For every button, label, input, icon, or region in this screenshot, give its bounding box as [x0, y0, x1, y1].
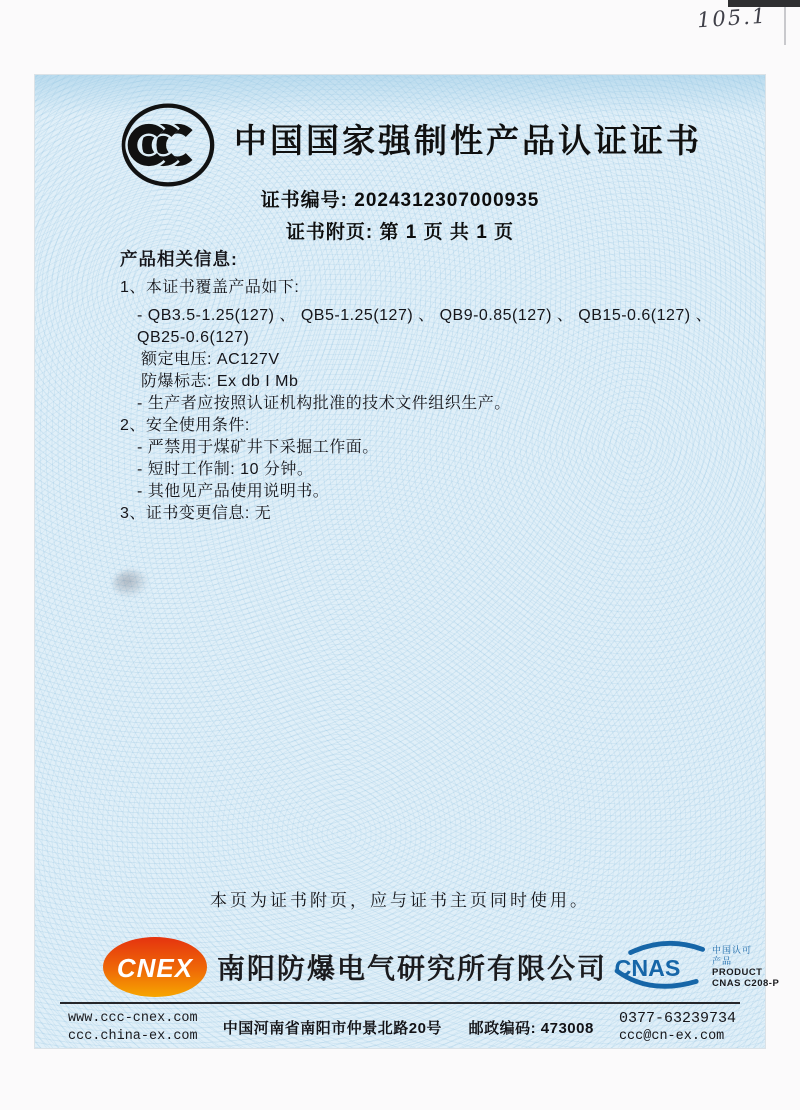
contact-phone-email: [619, 1009, 740, 1046]
product-info-line: QB25-0.6(127): [137, 329, 250, 346]
product-info-line: - 其他见产品使用说明书。: [137, 483, 330, 500]
certificate-paper: [35, 75, 780, 1048]
cnas-tag: CNAS C208-P: [712, 978, 780, 989]
cnas-logo-icon: [613, 939, 709, 995]
product-info-line: 2、安全使用条件:: [120, 417, 250, 434]
product-info-line: 3、证书变更信息: 无: [120, 505, 272, 522]
contact-websites: [60, 1010, 198, 1046]
organization-row: [35, 931, 780, 1003]
address-text: 中国河南省南阳市仲景北路20号: [222, 1020, 442, 1037]
footer-divider: [60, 1002, 740, 1004]
product-info-line: - 短时工作制: 10 分钟。: [137, 461, 314, 478]
product-info-line: - 严禁用于煤矿井下采掘工作面。: [137, 439, 379, 456]
cnas-tag: PRODUCT: [712, 967, 763, 978]
scan-edge-line: [784, 7, 786, 45]
attachment-footnote: 本页为证书附页，应与证书主页同时使用。: [210, 891, 590, 910]
product-info-line: 额定电压: AC127V: [141, 351, 280, 368]
product-info-heading: 产品相关信息:: [120, 249, 238, 269]
contact-row: [60, 1009, 740, 1046]
certificate-number-label: 证书编号:: [260, 190, 348, 211]
product-info-line: - QB3.5-1.25(127) 、 QB5-1.25(127) 、 QB9-0.85(127) 、 QB15-0.6(127) 、: [137, 307, 713, 324]
product-info-line: - 生产者应按照认证机构批准的技术文件组织生产。: [137, 395, 511, 412]
cnex-logo-text: CNEX: [116, 953, 194, 983]
cnas-tag: 产品: [712, 956, 733, 966]
scan-smudge: [113, 570, 149, 598]
certificate-title: 中国国家强制性产品认证证书: [234, 122, 702, 159]
cnas-side-tags: [712, 945, 779, 989]
cnas-logo-text: CNAS: [614, 954, 681, 981]
product-info-section: [120, 248, 725, 525]
phone-number: 0377-63239734: [618, 1010, 736, 1027]
certificate-pages-value: 第 1 页 共 1 页: [379, 222, 515, 243]
certificate-header: [120, 75, 702, 189]
handwritten-note: 105.1: [696, 3, 768, 33]
certificate-pages-line: [35, 217, 765, 249]
product-info-line: 1、本证书覆盖产品如下:: [120, 279, 300, 296]
postcode-text: 邮政编码: 473008: [468, 1020, 594, 1037]
company-name: 南阳防爆电气研究所有限公司: [217, 953, 608, 984]
website-url: www.ccc-cnex.com: [68, 1010, 198, 1026]
website-url: ccc.china-ex.com: [68, 1028, 198, 1044]
certificate-number-line: [35, 185, 765, 217]
certificate-number-value: 2024312307000935: [354, 190, 540, 211]
cnas-tag: 中国认可: [712, 945, 753, 955]
cnas-mark: [613, 939, 779, 995]
product-info-line: 防爆标志: Ex db I Mb: [141, 373, 299, 390]
ccc-mark-icon: [120, 101, 216, 189]
cnex-logo-icon: [101, 935, 209, 999]
email-address: ccc@cn-ex.com: [618, 1029, 725, 1044]
certificate-meta: [35, 185, 765, 249]
certificate-pages-label: 证书附页:: [285, 222, 374, 243]
contact-address: [223, 1017, 594, 1038]
